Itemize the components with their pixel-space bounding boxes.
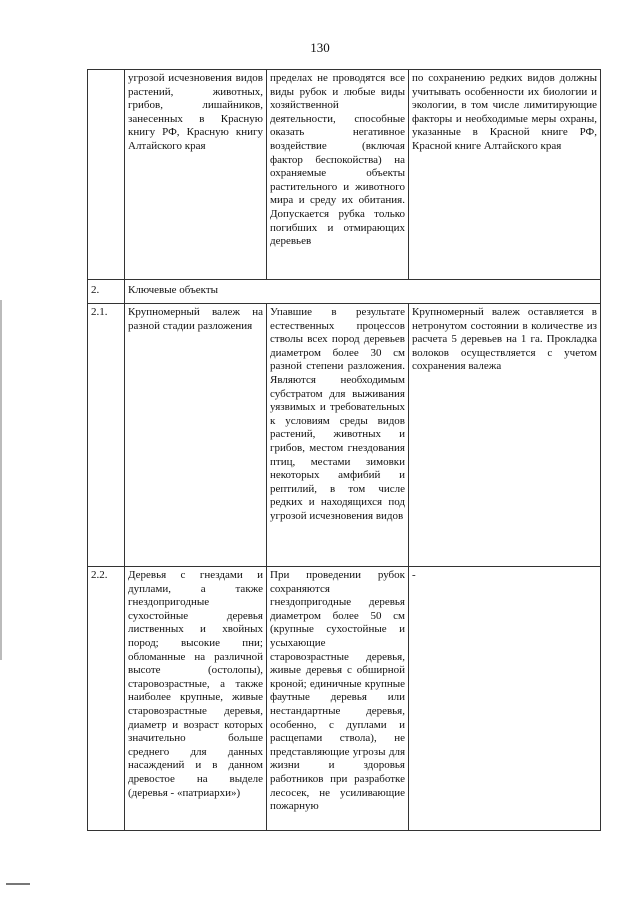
row-number (88, 70, 125, 280)
table-row (88, 280, 601, 304)
description-cell: При проведении рубок сохраняются гнездопригодные деревья диаметром более 50 см (крупные сухостойные и усыхающие старовозрастные деревья, живые деревья с обширной кроной; единичные крупные фаутные деревья или нестандартные деревья, особенно, с дуплами и расщепами ствола), не представляющие угрозы для жизни и здоровья работников при разработке лесосек, не усиливающие пожарную (267, 567, 409, 831)
page-number: 130 (310, 40, 330, 55)
row-number: 2.2. (88, 567, 125, 831)
table-row (88, 567, 601, 831)
table-row (88, 304, 601, 567)
section-title: Ключевые объекты (125, 280, 601, 304)
measures-cell: Крупномерный валеж оставляется в нетронутом состоянии в количестве из расчета 5 деревьев на 1 га. Прокладка волоков осуществляется с учетом сохранения валежа (409, 304, 601, 567)
table-row (88, 70, 601, 280)
description-cell: Упавшие в результате естественных процессов стволы всех пород деревьев диаметром более 30 см разной степени разложения. Являются необходимым субстратом для выживания уязвимых и требовательных к условиям среды видов растений, животных и грибов, местом гнездования птиц, местами зимовки некоторых амфибий и рептилий, в том числе редких и находящихся под угрозой исчезновения видов (267, 304, 409, 567)
scan-margin-mark (0, 300, 2, 660)
measures-cell: по сохранению редких видов должны учитывать особенности их биологии и экологии, в том числе лимитирующие факторы и необходимые меры охраны, указанные в Красной книге РФ, Красной книге Алтайского края (409, 70, 601, 280)
row-number: 2.1. (88, 304, 125, 567)
object-cell: угрозой исчезновения видов растений, животных, грибов, лишайников, занесенных в Красную книгу РФ, Красную книгу Алтайского края (125, 70, 267, 280)
measures-cell: - (409, 567, 601, 831)
object-cell: Крупномерный валеж на разной стадии разложения (125, 304, 267, 567)
section-number: 2. (88, 280, 125, 304)
scan-corner-mark (6, 883, 30, 885)
description-cell: пределах не проводятся все виды рубок и любые виды хозяйственной деятельности, способные оказать негативное воздействие (включая фактор беспокойства) на охраняемые объекты растительного и животного мира и среду их обитания. Допускается рубка только погибших и отмирающих деревьев (267, 70, 409, 280)
document-table (87, 69, 601, 831)
object-cell: Деревья с гнездами и дуплами, а также гнездопригодные сухостойные деревья лиственных и хвойных пород; высокие пни; обломанные на различной высоте (остолопы), старовозрастные, а также наиболее крупные, живые старовозрастные деревья, диаметр и возраст которых значительно больше среднего для данных насаждений и в данном древостое на выделе (деревья - «патриархи») (125, 567, 267, 831)
